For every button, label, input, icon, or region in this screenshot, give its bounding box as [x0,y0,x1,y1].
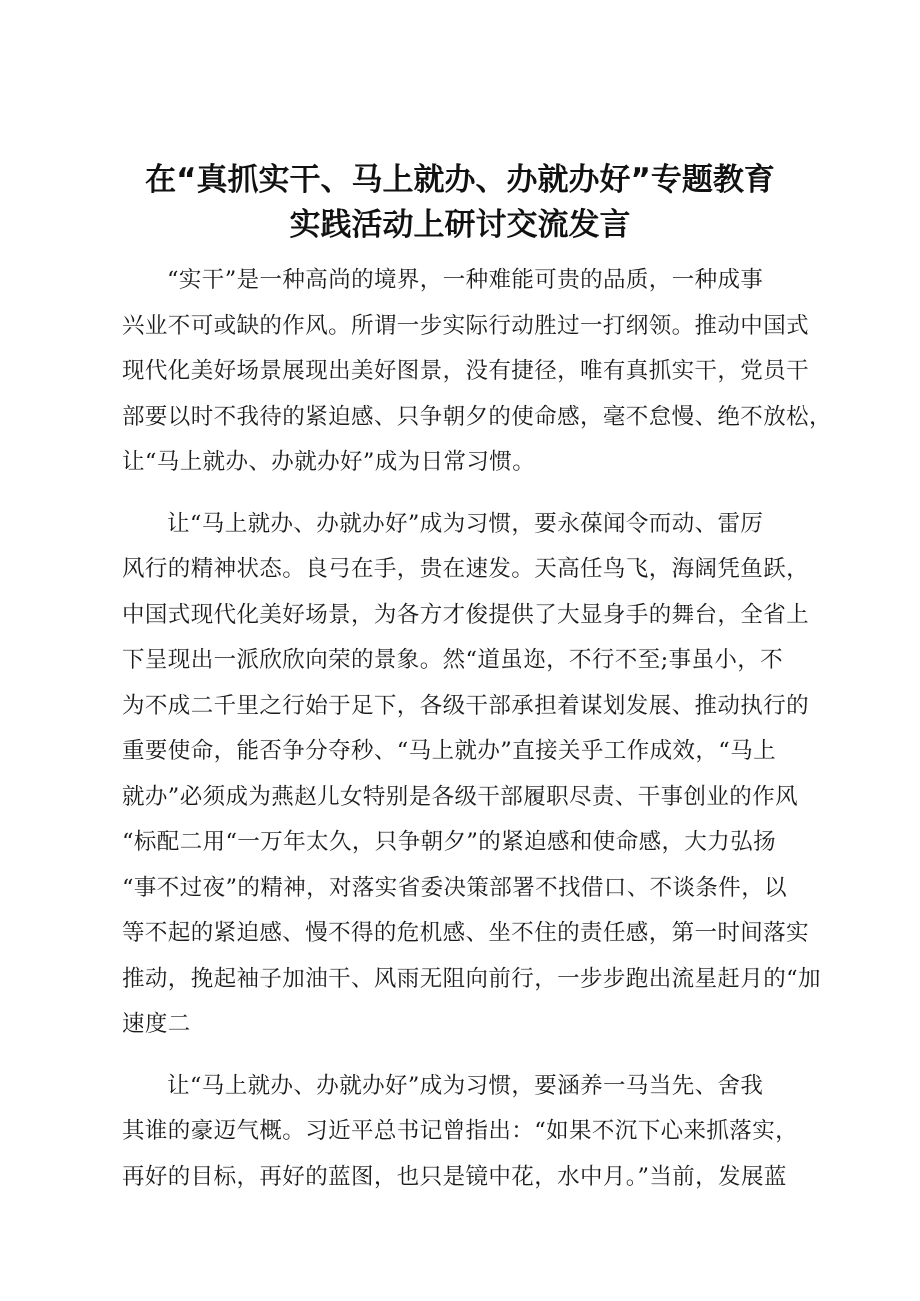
paragraph-line: “实干”是一种高尚的境界，一种难能可贵的品质，一种成事 [167,267,764,293]
paragraph-2 [122,502,821,1048]
paragraph-line: 让“马上就办、办就办好”成为日常习惯。 [122,449,536,475]
paragraph-line: 再好的目标，再好的蓝图，也只是镜中花，水中月。”当前，发展蓝 [122,1163,787,1190]
paragraph-line: 其谁的豪迈气概。习近平总书记曾指出：“如果不沉下心来抓落实， [122,1118,799,1144]
paragraph-1 [122,258,832,486]
paragraph-3 [122,1064,802,1201]
paragraph-line: 让“马上就办、办就办好”成为习惯，要涵养一马当先、舍我 [167,1072,764,1099]
paragraph-line: 让“马上就办、办就办好”成为习惯，要永葆闻令而动、雷厉 [167,510,764,537]
paragraph-line: 为不成二千里之行始于足下，各级干部承担着谋划发展、推动执行的 [122,692,810,719]
paragraph-line: 重要使命，能否争分夺秒、“马上就办”直接关乎工作成效，“马上 [122,738,777,764]
document-body [122,258,832,1200]
paragraph-line: 速度二 [122,1011,191,1037]
paragraph-line: 就办”必须成为燕赵儿女特别是各级干部履职尽责、干事创业的作风 [122,783,799,810]
paragraph-line: 等不起的紧迫感、慢不得的危机感、坐不住的责任感，第一时间落实 [122,920,810,946]
paragraph-line: 部要以时不我待的紧迫感、只争朝夕的使命感，毫不怠慢、绝不放松， [122,403,832,430]
paragraph-spacer [122,486,802,502]
paragraph-line: “事不过夜”的精神，对落实省委决策部署不找借口、不谈条件，以 [122,874,788,901]
paragraph-line: “标配二用“一万年太久，只争朝夕”的紧迫感和使命感，大力弘扬 [122,829,777,855]
paragraph-line: 风行的精神状态。良弓在手，贵在速发。天高任鸟飞，海阔凭鱼跃， [122,556,810,582]
paragraph-line: 下呈现出一派欣欣向荣的景象。然“道虽迩，不行不至;事虽小，不 [122,647,784,673]
document-title-line-1: 在“真抓实干、马上就办、办就办好”专题教育 [145,162,775,198]
paragraph-line: 兴业不可或缺的作风。所谓一步实际行动胜过一打纲领。推动中国式 [122,312,810,339]
paragraph-line: 现代化美好场景展现出美好图景，没有捷径，唯有真抓实干，党员干 [122,358,810,384]
document-title-line-2: 实践活动上研讨交流发言 [289,207,631,243]
paragraph-spacer [122,1048,802,1064]
paragraph-line: 推动，挽起袖子加油干、风雨无阻向前行，一步步跑出流星赶月的“加 [122,965,821,992]
paragraph-line: 中国式现代化美好场景，为各方才俊提供了大显身手的舞台，全省上 [122,601,810,628]
